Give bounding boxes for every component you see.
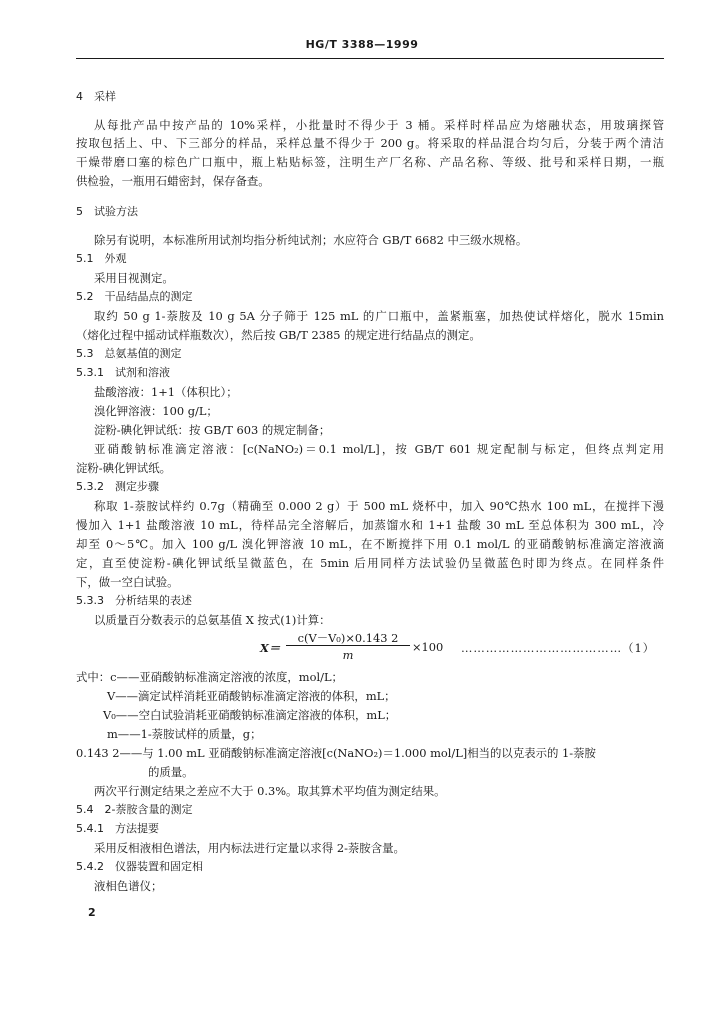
paragraph-line: 定，直至使淀粉-碘化钾试纸呈微蓝色，在 5min 后用同样方法试验仍呈微蓝色时即为终点。在同样条件 <box>76 556 664 570</box>
reagent-line: 溴化钾溶液：100 g/L； <box>94 404 218 418</box>
section-5-3-1-heading: 5.3.1 试剂和溶液 <box>76 366 170 379</box>
reagent-line: 淀粉-碘化钾试纸。 <box>76 461 171 475</box>
section-5-4-2-text: 液相色谱仪； <box>94 879 163 893</box>
formula-1 <box>260 630 664 664</box>
variable-definition: 式中：c——亚硝酸钠标准滴定溶液的浓度，mol/L； <box>76 670 343 684</box>
variable-definition: 的质量。 <box>148 765 194 779</box>
section-5-1-heading: 5.1 外观 <box>76 252 127 265</box>
section-5-3-heading: 5.3 总氨基值的测定 <box>76 347 182 360</box>
formula-intro: 以质量百分数表示的总氨基值 X 按式(1)计算： <box>94 613 331 627</box>
document-header: HG/T 3388—1999 <box>305 38 419 51</box>
formula-lhs: X＝ <box>260 641 281 655</box>
section-5-intro: 除另有说明，本标准所用试剂均指分析纯试剂；水应符合 GB/T 6682 中三级水规格。 <box>94 233 528 247</box>
equation-number: …………………………………（1） <box>461 641 656 655</box>
reagent-line: 淀粉-碘化钾试纸：按 GB/T 603 的规定制备； <box>94 423 331 437</box>
paragraph-line: 供检验，一瓶用石蜡密封，保存备查。 <box>76 174 270 188</box>
formula-numerator: c(V－V₀)×0.143 2 <box>297 631 399 645</box>
page-number: 2 <box>88 906 96 919</box>
section-5-1-text: 采用目视测定。 <box>94 271 174 285</box>
paragraph-line: 却至 0～5℃。加入 100 g/L 溴化钾溶液 10 mL，在不断搅拌下用 0.1 mol/L 的亚硝酸钠标准滴定溶液滴 <box>76 537 664 551</box>
formula-denominator: m <box>342 648 354 662</box>
section-5-4-1-text: 采用反相液相色谱法，用内标法进行定量以求得 2-萘胺含量。 <box>94 841 405 855</box>
section-5-4-heading: 5.4 2-萘胺含量的测定 <box>76 803 193 816</box>
section-4-heading: 4 采样 <box>76 90 116 103</box>
paragraph-line: 按取包括上、中、下三部分的样品，采样总量不得少于 200 g。将采取的样品混合均匀后，分装于两个清洁 <box>76 136 664 150</box>
section-5-3-2-heading: 5.3.2 测定步骤 <box>76 480 159 493</box>
paragraph-line: 干燥带磨口塞的棕色广口瓶中，瓶上粘贴标签，注明生产厂名称、产品名称、等级、批号和采样日期，一瓶 <box>76 155 664 169</box>
paragraph-line: 下，做一空白试验。 <box>76 575 179 589</box>
variable-definition: V₀——空白试验消耗亚硝酸钠标准滴定溶液的体积，mL； <box>103 708 397 722</box>
precision-statement: 两次平行测定结果之差应不大于 0.3%。取其算术平均值为测定结果。 <box>94 784 446 798</box>
paragraph-line: 慢加入 1+1 盐酸溶液 10 mL，待样品完全溶解后，加蒸馏水和 1+1 盐酸 30 mL 至总体积为 300 mL，冷 <box>76 518 664 532</box>
formula-multiplier: ×100 <box>412 640 444 654</box>
variable-definition: V——滴定试样消耗亚硝酸钠标准滴定溶液的体积，mL； <box>107 689 396 703</box>
paragraph-line: （熔化过程中摇动试样瓶数次），然后按 GB/T 2385 的规定进行结晶点的测定。 <box>76 328 481 342</box>
section-5-heading: 5 试验方法 <box>76 205 138 218</box>
paragraph-line: 取约 50 g 1-萘胺及 10 g 5A 分子筛于 125 mL 的广口瓶中，盖紧瓶塞，加热使试样熔化，脱水 15min <box>94 309 664 323</box>
header-rule <box>76 58 664 59</box>
variable-definition: 0.143 2——与 1.00 mL 亚硝酸钠标准滴定溶液[c(NaNO₂)＝1.000 mol/L]相当的以克表示的 1-萘胺 <box>76 746 596 760</box>
reagent-line: 亚硝酸钠标准滴定溶液：[c(NaNO₂)＝0.1 mol/L]，按 GB/T 601 规定配制与标定，但终点判定用 <box>94 442 664 456</box>
fraction-bar <box>286 645 410 646</box>
section-5-4-2-heading: 5.4.2 仪器装置和固定相 <box>76 860 203 873</box>
section-5-4-1-heading: 5.4.1 方法提要 <box>76 822 159 835</box>
reagent-line: 盐酸溶液：1+1（体积比）； <box>94 385 238 399</box>
variable-definition: m——1-萘胺试样的质量，g； <box>107 727 262 741</box>
paragraph-line: 称取 1-萘胺试样约 0.7g（精确至 0.000 2 g）于 500 mL 烧杯中，加入 90℃热水 100 mL，在搅拌下漫 <box>94 499 664 513</box>
paragraph-line: 从每批产品中按产品的 10%采样，小批量时不得少于 3 桶。采样时样品应为熔融状态，用玻璃探管 <box>94 118 664 132</box>
section-5-2-heading: 5.2 干品结晶点的测定 <box>76 290 193 303</box>
section-5-3-3-heading: 5.3.3 分析结果的表述 <box>76 594 192 607</box>
